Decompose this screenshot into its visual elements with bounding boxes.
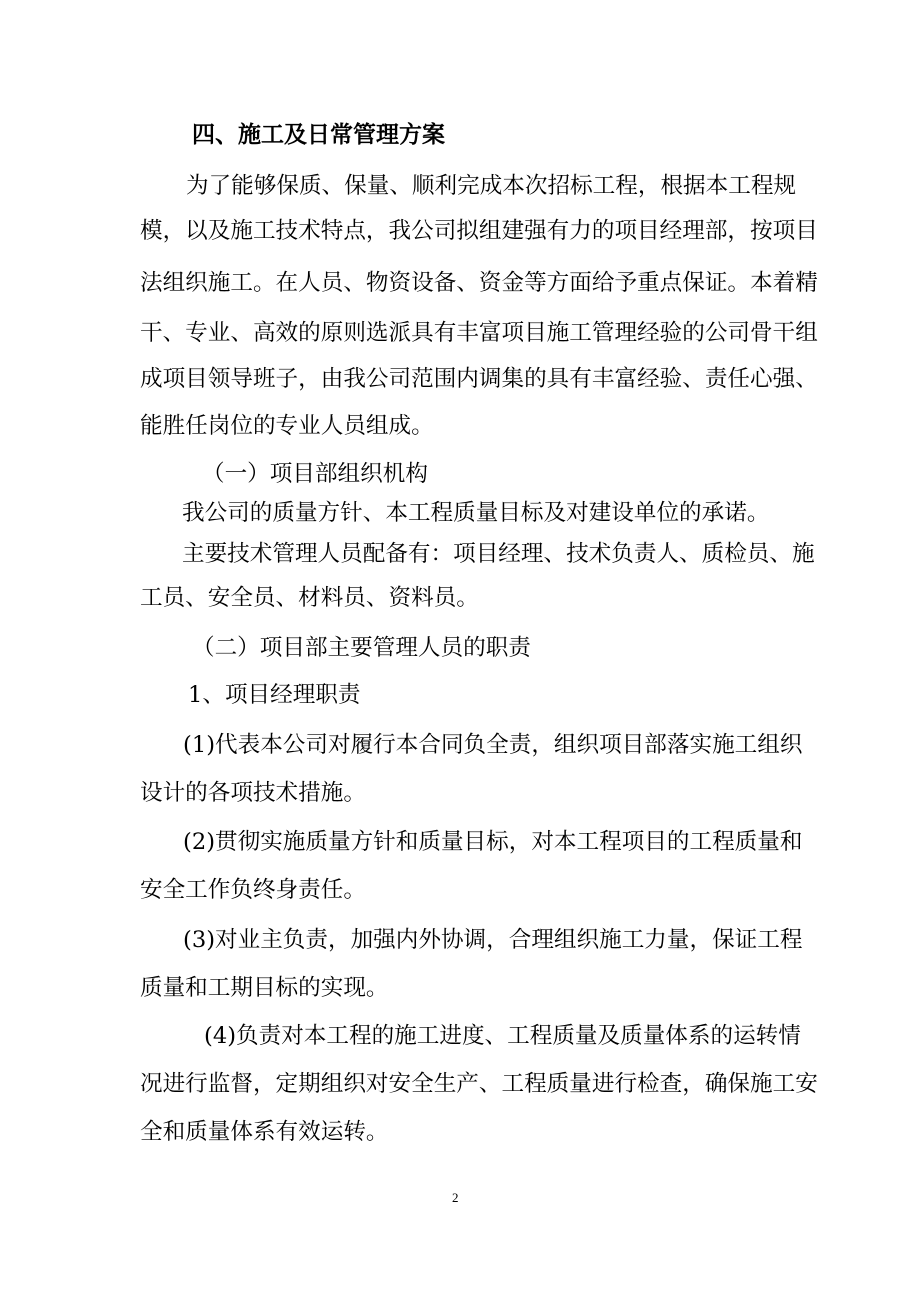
paragraph-line: (4)负责对本工程的施工进度、工程质量及质量体系的运转情	[204, 1023, 801, 1049]
paragraph-line: 况进行监督，定期组织对安全生产、工程质量进行检查，确保施工安	[140, 1071, 818, 1097]
subsection-title: （一）项目部组织机构	[202, 461, 428, 487]
paragraph-line: (2)贯彻实施质量方针和质量目标，对本工程项目的工程质量和	[183, 829, 803, 855]
paragraph-line: 我公司的质量方针、本工程质量目标及对建设单位的承诺。	[182, 500, 770, 526]
paragraph-line: 安全工作负终身责任。	[140, 877, 366, 903]
paragraph-line: 成项目领导班子，由我公司范围内调集的具有丰富经验、责任心强、	[140, 366, 818, 392]
paragraph-line: 法组织施工。在人员、物资设备、资金等方面给予重点保证。本着精	[140, 270, 818, 296]
paragraph-line: (3)对业主负责，加强内外协调，合理组织施工力量，保证工程	[183, 927, 803, 953]
section-title: 四、施工及日常管理方案	[192, 121, 445, 148]
page-number: 2	[452, 1190, 459, 1205]
paragraph-line: 主要技术管理人员配备有：项目经理、技术负责人、质检员、施	[182, 541, 815, 567]
item-title: 1、项目经理职责	[188, 682, 361, 708]
paragraph-line: 为了能够保质、保量、顺利完成本次招标工程，根据本工程规	[186, 173, 797, 199]
paragraph-line: 工员、安全员、材料员、资料员。	[140, 585, 479, 611]
paragraph-line: (1)代表本公司对履行本合同负全责，组织项目部落实施工组织	[183, 732, 803, 758]
paragraph-line: 质量和工期目标的实现。	[140, 975, 389, 1001]
paragraph-line: 干、专业、高效的原则选派具有丰富项目施工管理经验的公司骨干组	[140, 320, 818, 346]
subsection-title: （二）项目部主要管理人员的职责	[192, 635, 531, 661]
paragraph-line: 设计的各项技术措施。	[140, 780, 366, 806]
paragraph-line: 能胜任岗位的专业人员组成。	[140, 413, 434, 439]
paragraph-line: 模，以及施工技术特点，我公司拟组建强有力的项目经理部，按项目	[140, 218, 818, 244]
paragraph-line: 全和质量体系有效运转。	[140, 1119, 389, 1145]
